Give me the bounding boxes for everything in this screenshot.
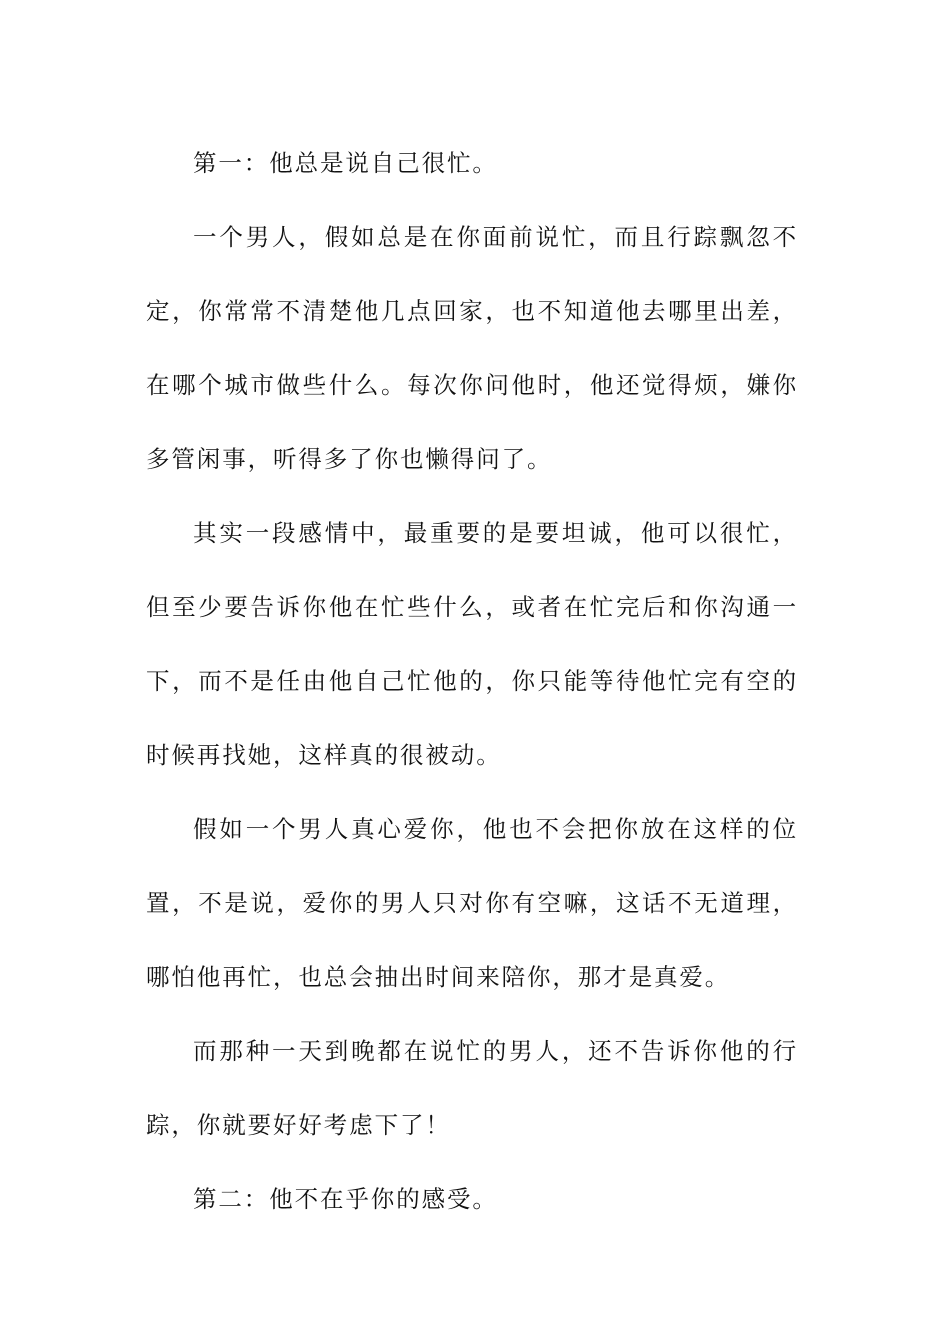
paragraph: 假如一个男人真心爱你，他也不会把你放在这样的位置，不是说，爱你的男人只对你有空嘛，这话不无道理，哪怕他再忙，也总会抽出时间来陪你，那才是真爱。 (146, 815, 798, 991)
paragraph-heading-2: 第二：他不在乎你的感受。 (193, 1185, 498, 1213)
paragraph-heading-1: 第一：他总是说自己很忙。 (193, 149, 498, 177)
document-body (146, 126, 798, 1236)
paragraph: 而那种一天到晚都在说忙的男人，还不告诉你他的行踪，你就要好好考虑下了！ (146, 1037, 798, 1139)
paragraph: 一个男人，假如总是在你面前说忙，而且行踪飘忽不定，你常常不清楚他几点回家，也不知道他去哪里出差，在哪个城市做些什么。每次你问他时，他还觉得烦，嫌你多管闲事，听得多了你也懒得问了。 (146, 223, 798, 473)
paragraph: 其实一段感情中，最重要的是要坦诚，他可以很忙，但至少要告诉你他在忙些什么，或者在忙完后和你沟通一下，而不是任由他自己忙他的，你只能等待他忙完有空的时候再找她，这样真的很被动。 (146, 519, 798, 769)
